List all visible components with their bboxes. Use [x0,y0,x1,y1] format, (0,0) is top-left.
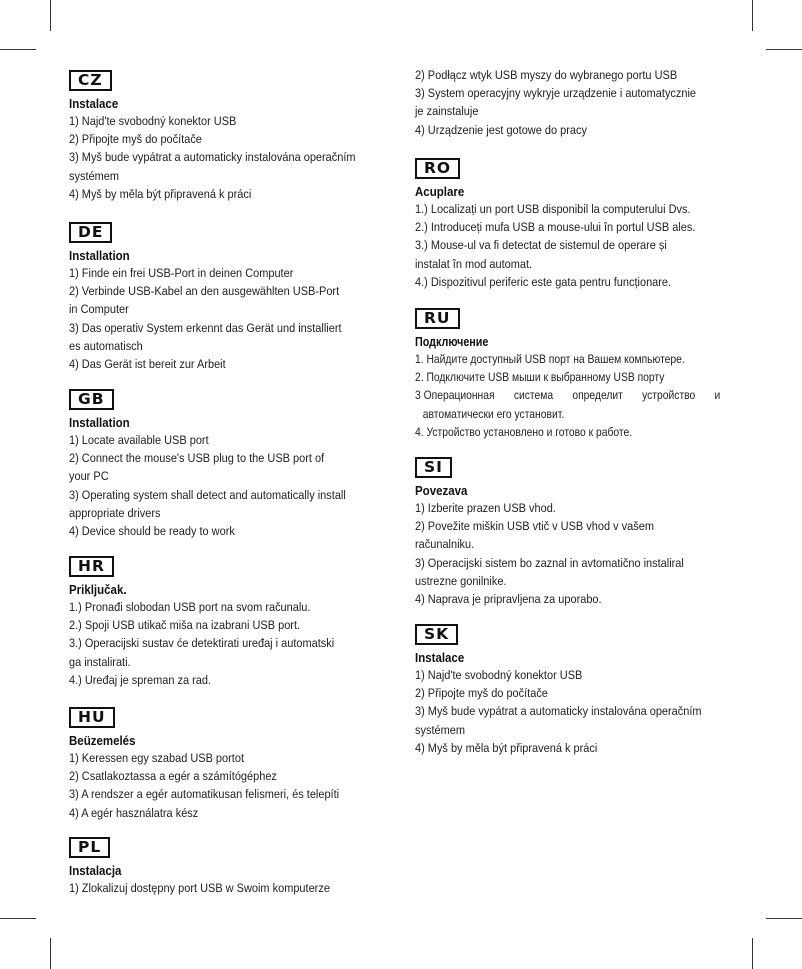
text-line: je zainstaluje [415,104,479,119]
section-text-pl [69,879,399,897]
text-line: appropriate drivers [69,505,161,520]
language-badge-si: SI [415,457,452,478]
text-line: 1.) Pronađi slobodan USB port na svom računalu. [69,600,311,614]
language-badge-cz: CZ [69,70,112,91]
section-text-ro [415,200,740,291]
text-line: 1) Finde ein frei USB-Port in deinen Computer [69,266,294,280]
section-heading-cz: Instalace [69,97,119,111]
text-line: 1) Najd'te svobodný konektor USB [415,668,583,682]
section-heading-hu: Beüzemelés [69,734,136,748]
text-line: 3) System operacyjny wykryje urządzenie i automatycznie [415,86,697,101]
text-line: 4.) Uređaj je spreman za rad. [69,672,212,687]
text-line: 2) Připojte myš do počítače [69,132,202,147]
text-line: 3) Myš bude vypátrat a automaticky instalována operačním [69,150,356,165]
language-badge-hr: HR [69,556,114,577]
text-line: 1.) Localizați un port USB disponibil la computerului Dvs. [415,202,691,216]
section-text-de [69,264,399,373]
text-line: 3) Operacijski sistem bo zaznal in avtomatično instaliral [415,555,684,570]
section-hu [69,707,399,822]
text-line: 3) Das operativ System erkennt das Gerät und installiert [69,320,342,335]
section-heading-de: Installation [69,249,130,263]
language-badge-pl: PL [69,837,110,858]
text-line: 1) Zlokalizuj dostępny port USB w Swoim komputerze [69,881,330,895]
crop-mark-bottom-right-horizontal [766,918,802,919]
text-line: 3) A rendszer a egér automatikusan felismeri, és telepíti [69,787,340,802]
text-line: 2) Povežite miškin USB vtič v USB vhod v vašem [415,519,654,534]
section-text-sk [415,666,740,757]
section-hr [69,556,399,689]
section-heading-sk: Instalace [415,651,465,665]
section-pl-continued [415,66,740,139]
section-sk [415,624,740,757]
text-line: 2.) Spoji USB utikač miša na izabrani USB port. [69,618,301,633]
crop-mark-bottom-left-vertical [50,938,51,969]
crop-mark-top-left-vertical [50,0,51,31]
section-text-hu [69,749,399,822]
text-line: 1) Keressen egy szabad USB portot [69,751,244,765]
section-ro [415,158,740,291]
text-line: 3.) Mouse-ul va fi detectat de sistemul de operare și [415,238,667,253]
text-line: 2.) Introduceți mufa USB a mouse-ului în portul USB ales. [415,220,696,235]
text-line-justified [415,386,720,404]
text-line: 2) Verbinde USB-Kabel an den ausgewählten USB-Port [69,284,340,299]
section-cz [69,70,399,203]
text-line: systémem [415,722,465,737]
section-gb [69,389,399,540]
text-line: 1. Найдите доступный USB порт на Вашем компьютере. [415,352,685,366]
language-badge-sk: SK [415,624,458,645]
text-line: 4) Urządzenie jest gotowe do pracy [415,122,587,137]
section-text-hr [69,598,399,689]
text-line: ustrezne gonilnike. [415,573,507,588]
section-si [415,457,740,608]
text-line: 4.) Dispozitivul periferic este gata pentru funcționare. [415,274,672,289]
text-line: 4) Device should be ready to work [69,524,235,539]
crop-mark-bottom-left-horizontal [0,918,36,919]
text-line: 2. Подключите USB мыши к выбранному USB порту [415,370,665,385]
text-line: 4. Устройство установлено и готово к работе. [415,424,633,439]
text-line: 1) Izberite prazen USB vhod. [415,501,556,515]
word: система [513,388,554,403]
section-text-gb [69,431,399,540]
section-heading-ru: Подключение [415,335,489,349]
section-heading-hr: Priključak. [69,583,127,597]
section-text-ru [415,350,740,441]
text-line: 4) Das Gerät ist bereit zur Arbeit [69,357,226,372]
text-line: 2) Connect the mouse's USB plug to the USB port of [69,451,325,466]
crop-mark-bottom-right-vertical [752,938,753,969]
word: определит [572,388,623,403]
text-line: 4) Myš by měla být připravená k práci [415,740,598,755]
language-badge-ro: RO [415,158,460,179]
section-ru [415,308,740,441]
section-pl [69,837,399,897]
text-line: systémem [69,168,119,183]
section-text-cz [69,112,399,203]
section-heading-pl: Instalacja [69,864,122,878]
text-line: es automatisch [69,338,143,353]
text-line: 2) Podłącz wtyk USB myszy do wybranego portu USB [415,68,678,82]
crop-mark-top-right-vertical [752,0,753,31]
section-heading-si: Povezava [415,484,468,498]
text-line: 4) Myš by měla být připravená k práci [69,186,252,201]
section-heading-ro: Acuplare [415,185,465,199]
section-text-si [415,499,740,608]
word: 3 Операционная [415,388,495,403]
language-badge-de: DE [69,222,112,243]
text-line: 3) Myš bude vypátrat a automaticky instalována operačním [415,704,702,719]
word: и [714,388,721,403]
text-line: автоматически его установит. [422,406,565,421]
text-line: 3.) Operacijski sustav će detektirati uređaj i automatski [69,636,335,651]
crop-mark-top-left-horizontal [0,49,36,50]
text-line: 4) Naprava je pripravljena za uporabo. [415,592,602,607]
text-line: 2) Csatlakoztassa a egér a számítógéphez [69,769,277,784]
crop-mark-top-right-horizontal [766,49,802,50]
text-line: 1) Najd'te svobodný konektor USB [69,114,237,128]
text-line: 4) A egér használatra kész [69,805,199,820]
text-line: 3) Operating system shall detect and automatically install [69,487,346,502]
text-line: računalniku. [415,537,475,552]
text-line: instalat în mod automat. [415,256,533,271]
text-line: your PC [69,469,109,484]
text-line: in Computer [69,302,129,317]
language-badge-hu: HU [69,707,115,728]
language-badge-gb: GB [69,389,114,410]
section-de [69,222,399,373]
section-text-pl-continued [415,66,740,139]
text-line: ga instalirati. [69,654,131,669]
text-line: 1) Locate available USB port [69,433,209,447]
language-badge-ru: RU [415,308,460,329]
section-heading-gb: Installation [69,416,130,430]
word: устройство [642,388,696,403]
text-line: 2) Připojte myš do počítače [415,686,548,701]
